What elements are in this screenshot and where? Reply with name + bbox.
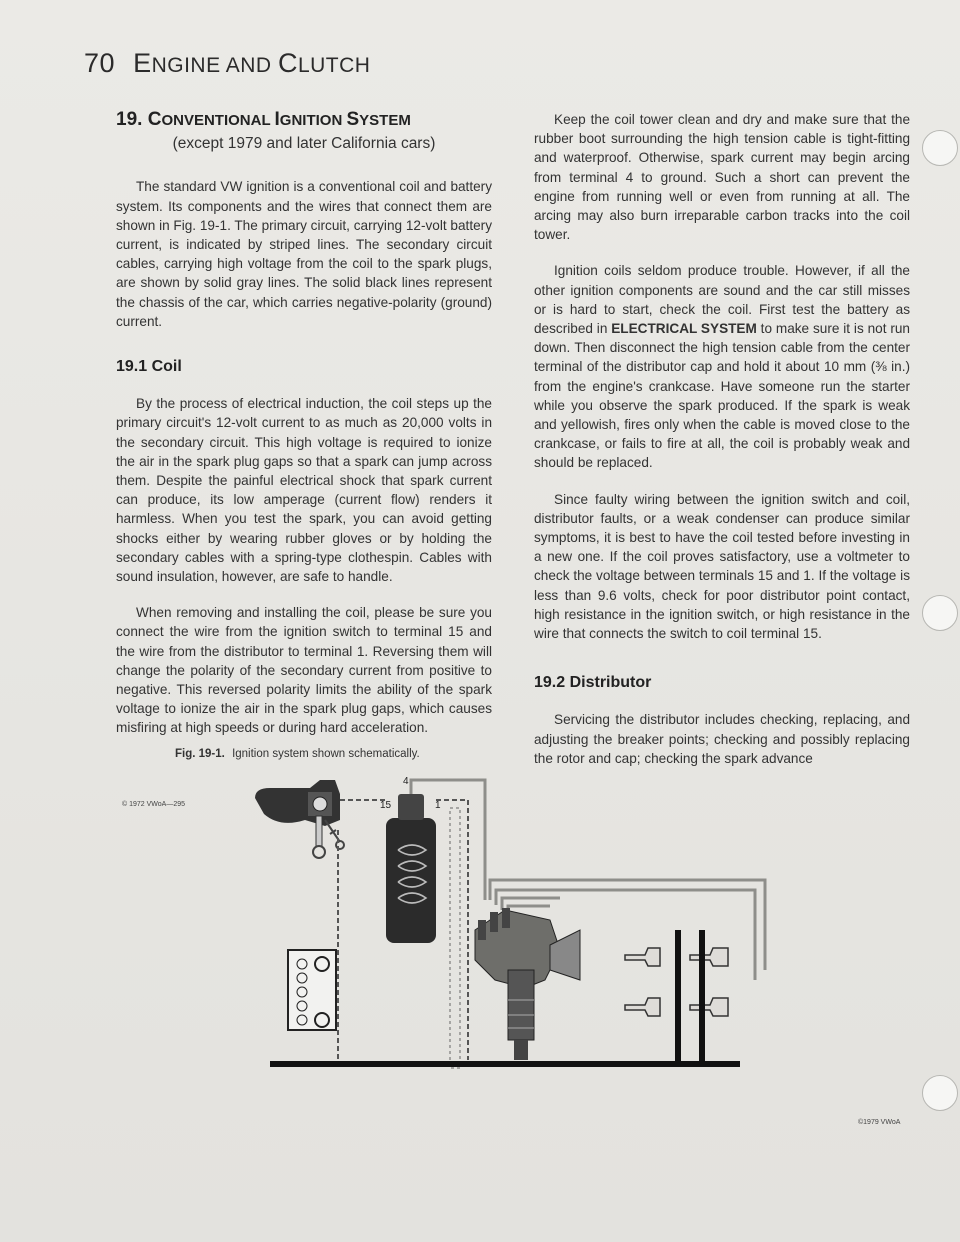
right-column — [534, 110, 910, 785]
running-title: ENGINE AND CLUTCH — [133, 48, 371, 78]
distributor-heading: 19.2 Distributor — [534, 674, 652, 692]
xref-electrical-system: ELECTRICAL SYSTEM — [611, 321, 757, 337]
running-head — [84, 48, 370, 79]
figure-caption-text: Ignition system shown schematically. — [232, 748, 420, 760]
page-number: 70 — [84, 48, 116, 78]
intro-paragraph: The standard VW ignition is a conventional coil and battery system. Its components and the wires that connect them are shown in Fig. 19-1. The primary circuit, carrying 12-volt battery current, is indicated by striped lines. The secondary circuit cables, carrying high voltage from the coil to the spark plugs, are shown by solid gray lines. The solid black lines represent the chassis of the car, which carries negative-polarity (ground) current. — [116, 179, 492, 329]
figure-copyright-left: © 1972 VWoA—295 — [122, 801, 186, 808]
ignition-schematic — [250, 770, 800, 1070]
section-title: 19. CONVENTIONAL IGNITION SYSTEM — [116, 109, 411, 130]
ignition-coil — [386, 794, 460, 1068]
coil-paragraph-4: Ignition coils seldom produce trouble. However, if all the other ignition components are sound and the car still misses or is hard to start, check the coil. First test the battery as described in ELECTRICAL SYSTEM to make sure it is not run down. Then disconnect the high tension cable from the center terminal of the distributor cap and hold it about 10 mm (⅜ in.) from the engine's crankcase. Have someone run the starter while you observe the spark produced. If the spark is weak and yellowish, fires only when the cable is moved close to the crankcase, or fails to fire at all, the coil is probably weak and should be replaced. — [534, 263, 910, 471]
distributor — [475, 908, 580, 1060]
terminal-4-label: 4 — [403, 776, 409, 787]
coil-paragraph-2: When removing and installing the coil, please be sure you connect the wire from the ignition switch to terminal 15 and the wire from the distributor to terminal 1. Reversing them will change the polarity of the secondary current from positive to negative. This reversed polarity limits the ability of the spark voltage to ionize the air in the spark plug gaps, which causes misfiring at high speeds or during hard acceleration. — [116, 605, 492, 736]
coil-paragraph-5: Since faulty wiring between the ignition switch and coil, distributor faults, or a weak condenser can produce similar symptoms, it is best to have the coil tested before investing in a new one. If the coil proves satisfactory, use a voltmeter to check the voltage between terminals 15 and 1. If the voltage is less than 9.6 volts, check for poor distributor point contact, high resistance in the ignition switch, or high resistance in the wire that connects the switch to coil terminal 15. — [534, 491, 910, 642]
battery — [288, 950, 336, 1030]
binder-hole — [922, 595, 958, 631]
terminal-1-label: 1 — [435, 800, 441, 811]
coil-paragraph-1: By the process of electrical induction, the coil steps up the primary circuit's 12-volt current to as much as 20,000 volts in the secondary circuit. This high voltage is required to ionize the air in the spark plug gaps so that a spark can jump across them. Despite the painful electrical shock that spark current can produce, its low amperage (current flow) renders it harmless. When you test the spark, you can avoid getting shocks either by wearing rubber gloves or by holding the secondary cables with a spring-type clothespin. Cables with sound insulation, however, are safe to handle. — [116, 396, 492, 585]
ignition-switch — [255, 780, 344, 858]
distributor-paragraph-1: Servicing the distributor includes checking, replacing, and adjusting the breaker points; checking and possibly replacing the rotor and cap; checking the spark advance — [534, 712, 910, 766]
binder-hole — [922, 130, 958, 166]
coil-paragraph-3: Keep the coil tower clean and dry and make sure that the rubber boot surrounding the high tension cable is tight-fitting and waterproof. Otherwise, spark current may begin arcing from terminal 4 to ground. Such a short can prevent the engine from running well or even from running at all. The arcing may also burn irreparable carbon tracks into the coil tower. — [534, 112, 910, 243]
coil-heading: 19.1 Coil — [116, 358, 182, 376]
figure-label: Fig. 19-1. — [175, 748, 225, 760]
figure-caption — [175, 748, 420, 760]
terminal-15-label: 15 — [380, 800, 392, 811]
left-column — [116, 110, 492, 755]
binder-hole — [922, 1075, 958, 1111]
section-subtitle: (except 1979 and later California cars) — [172, 135, 436, 153]
figure-copyright-right: ©1979 VWoA — [858, 1119, 901, 1126]
